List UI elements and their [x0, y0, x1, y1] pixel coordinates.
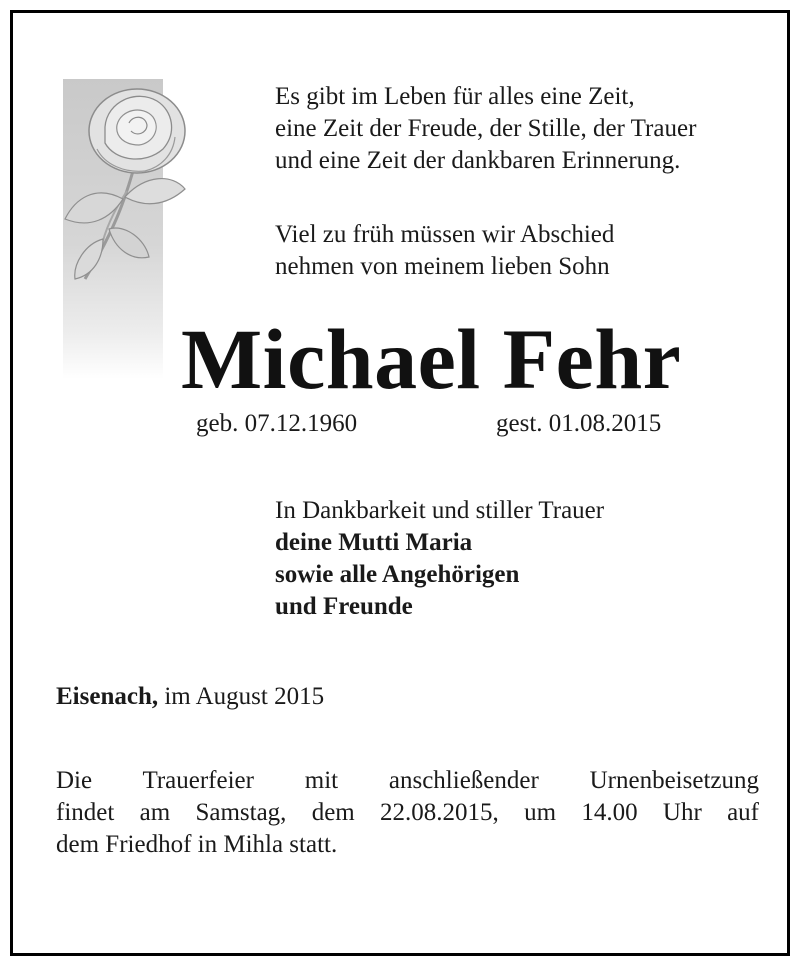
service-line: Die Trauerfeier mit anschließender Urnenbeisetzung [56, 767, 759, 794]
date-text: im August 2015 [164, 683, 325, 710]
poem-line: eine Zeit der Freude, der Stille, der Trauer [275, 115, 697, 142]
birth-date: geb. 07.12.1960 [196, 410, 358, 437]
mourner-name: deine Mutti Maria [275, 529, 473, 556]
place-date [56, 683, 324, 711]
obituary-notice [10, 10, 790, 956]
intro-line: nehmen von meinem lieben Sohn [275, 253, 610, 280]
poem-line: und eine Zeit der dankbaren Erinnerung. [275, 147, 681, 174]
poem-line: Es gibt im Leben für alles eine Zeit, [275, 83, 635, 110]
intro-line: Viel zu früh müssen wir Abschied [275, 221, 615, 248]
deceased-name: Michael Fehr [181, 311, 682, 407]
intro-text [275, 219, 614, 283]
service-line: dem Friedhof in Mihla statt. [56, 831, 338, 858]
place-name: Eisenach, [56, 683, 159, 710]
death-date: gest. 01.08.2015 [496, 410, 662, 437]
mourners-block [275, 495, 604, 623]
mourner-name: und Freunde [275, 593, 413, 620]
rose-icon [45, 79, 205, 309]
service-info [56, 765, 759, 861]
mourners-intro: In Dankbarkeit und stiller Trauer [275, 497, 605, 524]
service-line: findet am Samstag, dem 22.08.2015, um 14.00 Uhr auf [56, 799, 759, 826]
mourner-name: sowie alle Angehörigen [275, 561, 520, 588]
poem-verse [275, 81, 696, 177]
